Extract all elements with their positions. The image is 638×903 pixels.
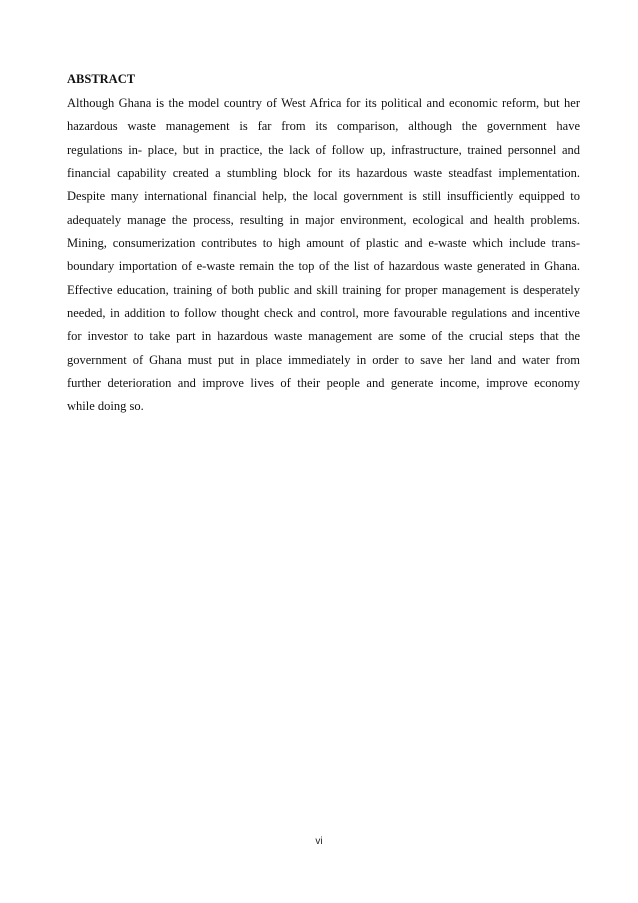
paragraph-line: Mining, consumerization contributes to high amount of plastic and e-waste which include trans- (67, 236, 580, 251)
paragraph-line: hazardous waste management is far from its comparison, although the government have (67, 119, 580, 134)
paragraph-line: for investor to take part in hazardous waste management are some of the crucial steps that the (67, 329, 580, 344)
abstract-paragraph (67, 92, 580, 419)
section-heading: ABSTRACT (67, 72, 136, 86)
paragraph-line: Despite many international financial help, the local government is still insufficiently equipped to (67, 189, 580, 204)
paragraph-line: Although Ghana is the model country of West Africa for its political and economic reform, but her (67, 96, 580, 110)
paragraph-line: government of Ghana must put in place immediately in order to save her land and water from (67, 352, 580, 367)
paragraph-line: further deterioration and improve lives of their people and generate income, improve economy (67, 376, 580, 391)
paragraph-line: while doing so. (67, 399, 144, 414)
paragraph-line: adequately manage the process, resulting in major environment, ecological and health problems. (67, 212, 580, 227)
paragraph-line: Effective education, training of both public and skill training for proper management is desperately (67, 282, 580, 297)
page-number: vi (315, 836, 323, 847)
paragraph-line: financial capability created a stumbling block for its hazardous waste steadfast implementation. (67, 166, 580, 181)
paragraph-line: regulations in- place, but in practice, the lack of follow up, infrastructure, trained personnel and (67, 142, 580, 157)
paragraph-line: boundary importation of e-waste remain the top of the list of hazardous waste generated in Ghana. (67, 259, 580, 274)
paragraph-line: needed, in addition to follow thought check and control, more favourable regulations and incentive (67, 306, 580, 321)
